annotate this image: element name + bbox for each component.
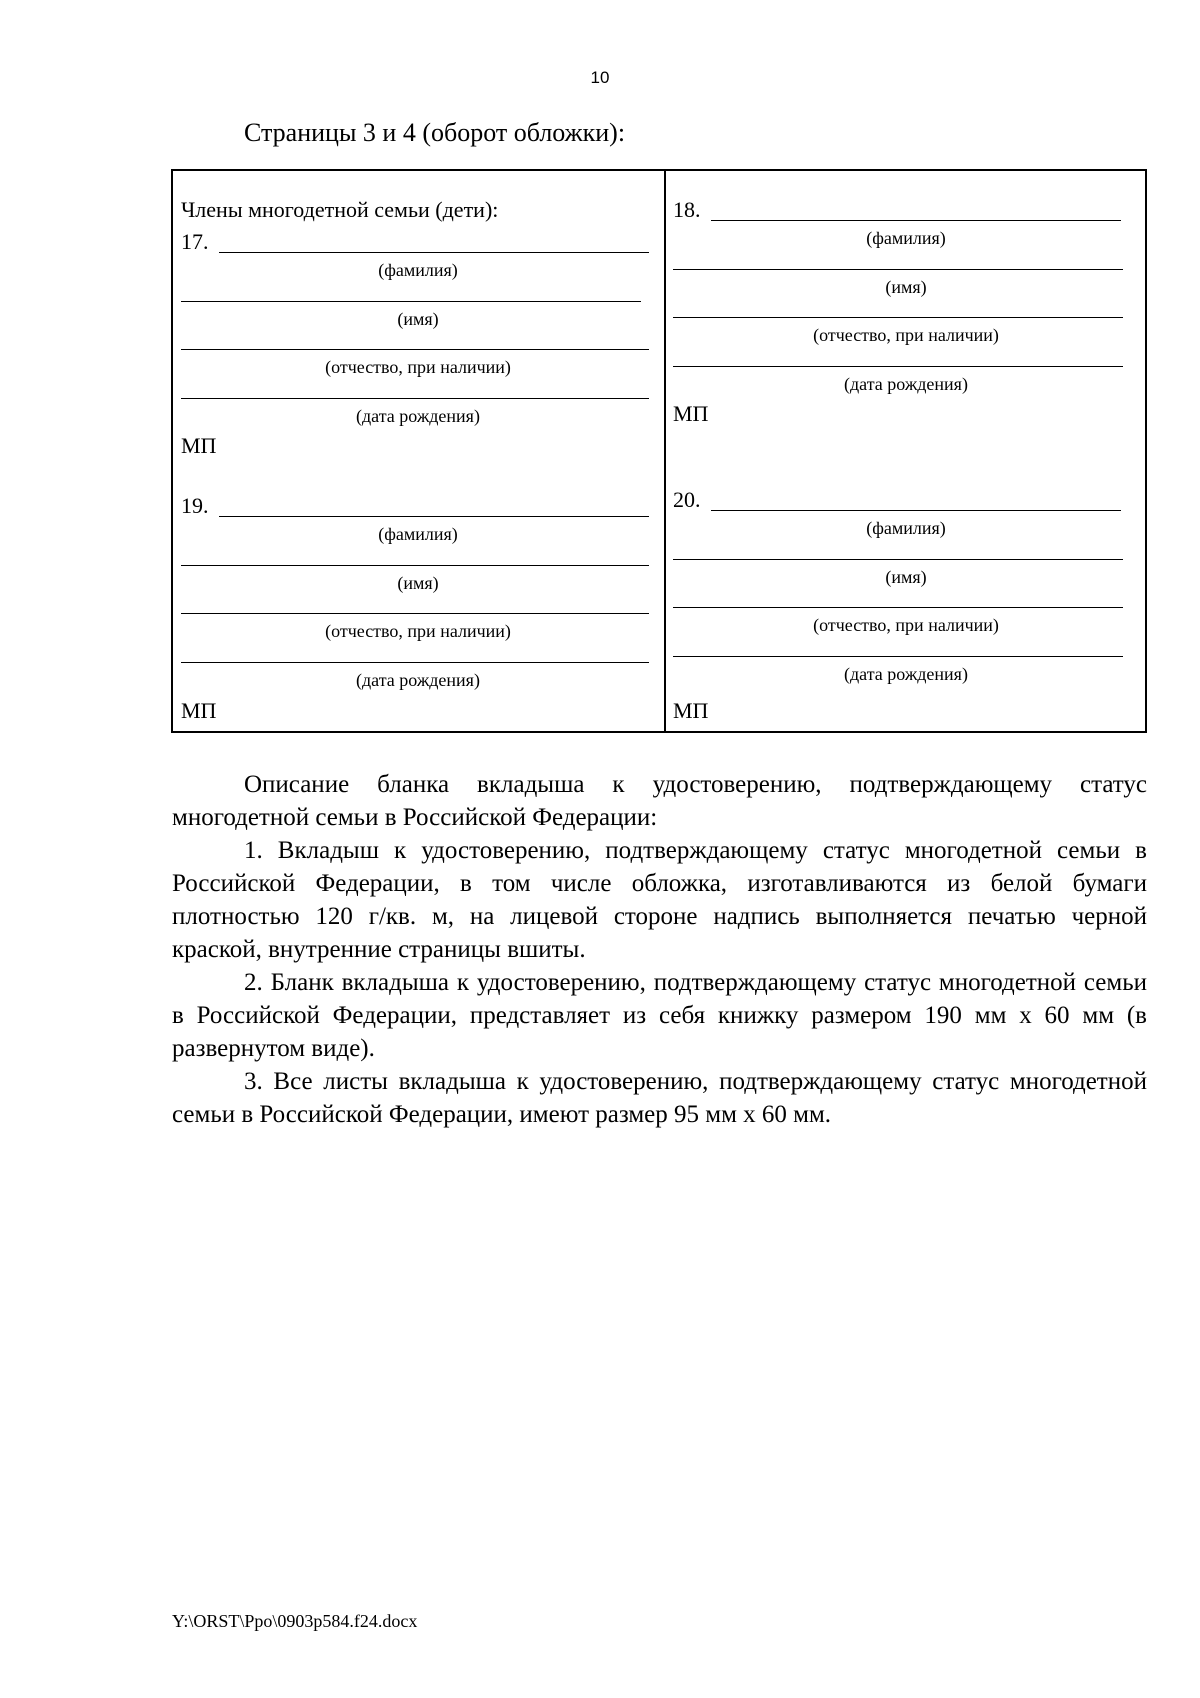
child-18-surname-caption: (фамилия): [866, 228, 946, 248]
description-item-3: 3. Все листы вкладыша к удостоверению, подтверждающему статус многодетной семьи в Российской Федерации, имеют размер 95 мм х 60 мм.: [172, 1068, 1147, 1128]
child-18-patronymic-caption: (отчество, при наличии): [813, 325, 999, 345]
child-20-seal-label: МП: [673, 698, 709, 723]
child-17-patronymic-line: [181, 349, 649, 350]
child-17-name-line: [181, 301, 641, 302]
footer-file-path: Y:\ORST\Ppo\0903p584.f24.docx: [172, 1611, 418, 1631]
child-18-seal-label: МП: [673, 401, 709, 426]
child-18-patronymic-line: [673, 317, 1123, 318]
description-intro: Описание бланка вкладыша к удостоверению, подтверждающему статус многодетной семьи в Российской Федерации:: [172, 771, 1147, 831]
child-19-birth-line: [181, 662, 649, 663]
child-20-birth-caption: (дата рождения): [844, 664, 968, 684]
page-number: 10: [590, 68, 610, 87]
child-18-name-caption: (имя): [885, 277, 927, 297]
child-18-birth-caption: (дата рождения): [844, 374, 968, 394]
child-19-name-caption: (имя): [397, 573, 439, 593]
child-17-name-caption: (имя): [397, 309, 439, 329]
child-19-number: 19.: [181, 493, 209, 518]
children-form: [171, 169, 1147, 733]
child-18-birth-line: [673, 366, 1123, 367]
section-title: Страницы 3 и 4 (оборот обложки):: [244, 118, 626, 147]
description-item-1: 1. Вкладыш к удостоверению, подтверждающему статус многодетной семьи в Российской Федерации, в том числе обложка, изготавливаются из белой бумаги плотностью 120 г/кв. м, на лицевой стороне надпись выполняется печатью черной краской, внутренние страницы вшиты.: [172, 837, 1147, 963]
child-19-patronymic-line: [181, 613, 649, 614]
child-19-seal-label: МП: [181, 698, 217, 723]
child-20-patronymic-line: [673, 607, 1123, 608]
child-17-birth-line: [181, 398, 649, 399]
child-20-name-line: [673, 559, 1123, 560]
child-20-birth-line: [673, 656, 1123, 657]
description-section: [172, 768, 1147, 1131]
child-18-number: 18.: [673, 197, 701, 222]
child-20-surname-caption: (фамилия): [866, 518, 946, 538]
child-19-name-line: [181, 565, 649, 566]
child-17-surname-caption: (фамилия): [378, 260, 458, 280]
child-19-patronymic-caption: (отчество, при наличии): [325, 621, 511, 641]
child-19-surname-line: [219, 516, 649, 517]
child-20-name-caption: (имя): [885, 567, 927, 587]
child-20-surname-line: [711, 510, 1121, 511]
child-17-number: 17.: [181, 229, 209, 254]
child-19-birth-caption: (дата рождения): [356, 670, 480, 690]
form-column-divider: [664, 171, 666, 731]
child-20-number: 20.: [673, 487, 701, 512]
child-18-name-line: [673, 269, 1123, 270]
child-17-seal-label: МП: [181, 433, 217, 458]
child-17-patronymic-caption: (отчество, при наличии): [325, 357, 511, 377]
children-header: Члены многодетной семьи (дети):: [181, 197, 499, 222]
child-18-surname-line: [711, 220, 1121, 221]
child-17-birth-caption: (дата рождения): [356, 406, 480, 426]
child-17-surname-line: [219, 252, 649, 253]
child-19-surname-caption: (фамилия): [378, 524, 458, 544]
child-20-patronymic-caption: (отчество, при наличии): [813, 615, 999, 635]
description-item-2: 2. Бланк вкладыша к удостоверению, подтверждающему статус многодетной семьи в Российской Федерации, представляет из себя книжку размером 190 мм х 60 мм (в развернутом виде).: [172, 969, 1147, 1062]
